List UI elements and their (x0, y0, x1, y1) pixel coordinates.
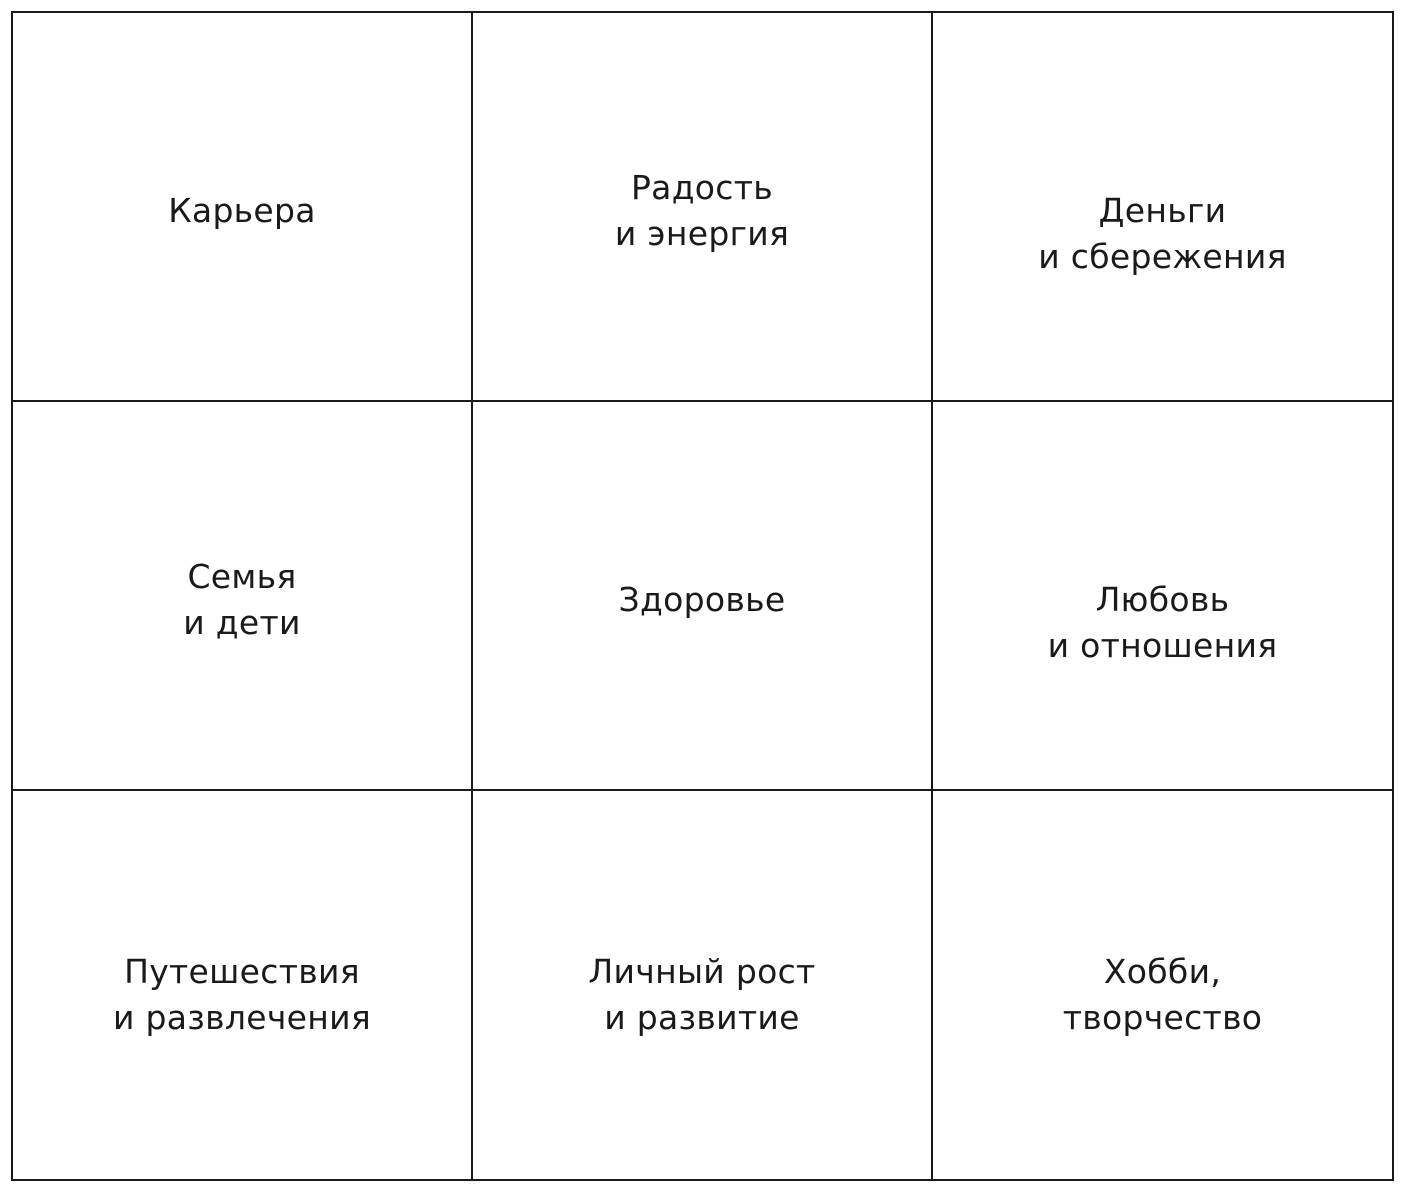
cell-label (1038, 188, 1287, 280)
cell-career (13, 13, 473, 402)
cell-label-line: Деньги (1098, 190, 1227, 230)
cell-label-line: Личный рост (588, 952, 816, 991)
cell-love-relationships (933, 402, 1392, 791)
cell-label-line: Путешествия (124, 952, 360, 991)
cell-label-line: и энергия (614, 213, 790, 253)
cell-family-children (13, 402, 473, 791)
cell-label-line: и отношения (1047, 625, 1278, 665)
cell-label (1048, 577, 1278, 669)
cell-label (113, 949, 371, 1041)
cell-label-line: и развитие (604, 998, 800, 1037)
cell-label-line: Хобби, (1103, 952, 1222, 991)
cell-label (588, 949, 815, 1041)
cell-label (619, 577, 786, 623)
cell-label-line: и сбережения (1038, 236, 1287, 276)
cell-label-line: Любовь (1095, 579, 1230, 619)
cell-label-line: Радость (630, 167, 774, 207)
cell-hobby-creativity (933, 791, 1392, 1179)
cell-joy-energy (473, 13, 933, 402)
cell-label-line: Здоровье (618, 579, 786, 619)
cell-health (473, 402, 933, 791)
cell-label-line: и развлечения (112, 998, 372, 1037)
cell-label-line: Карьера (168, 190, 316, 230)
cell-travel-entertainment (13, 791, 473, 1179)
cell-label (1063, 949, 1263, 1041)
cell-label-line: и дети (183, 602, 301, 642)
cell-money-savings (933, 13, 1392, 402)
cell-label-line: творчество (1062, 998, 1263, 1037)
cell-label (168, 188, 316, 234)
cell-personal-growth (473, 791, 933, 1179)
cell-label (615, 165, 789, 257)
cell-label-line: Семья (187, 556, 297, 596)
cell-label (183, 554, 301, 646)
life-areas-grid (11, 11, 1394, 1181)
